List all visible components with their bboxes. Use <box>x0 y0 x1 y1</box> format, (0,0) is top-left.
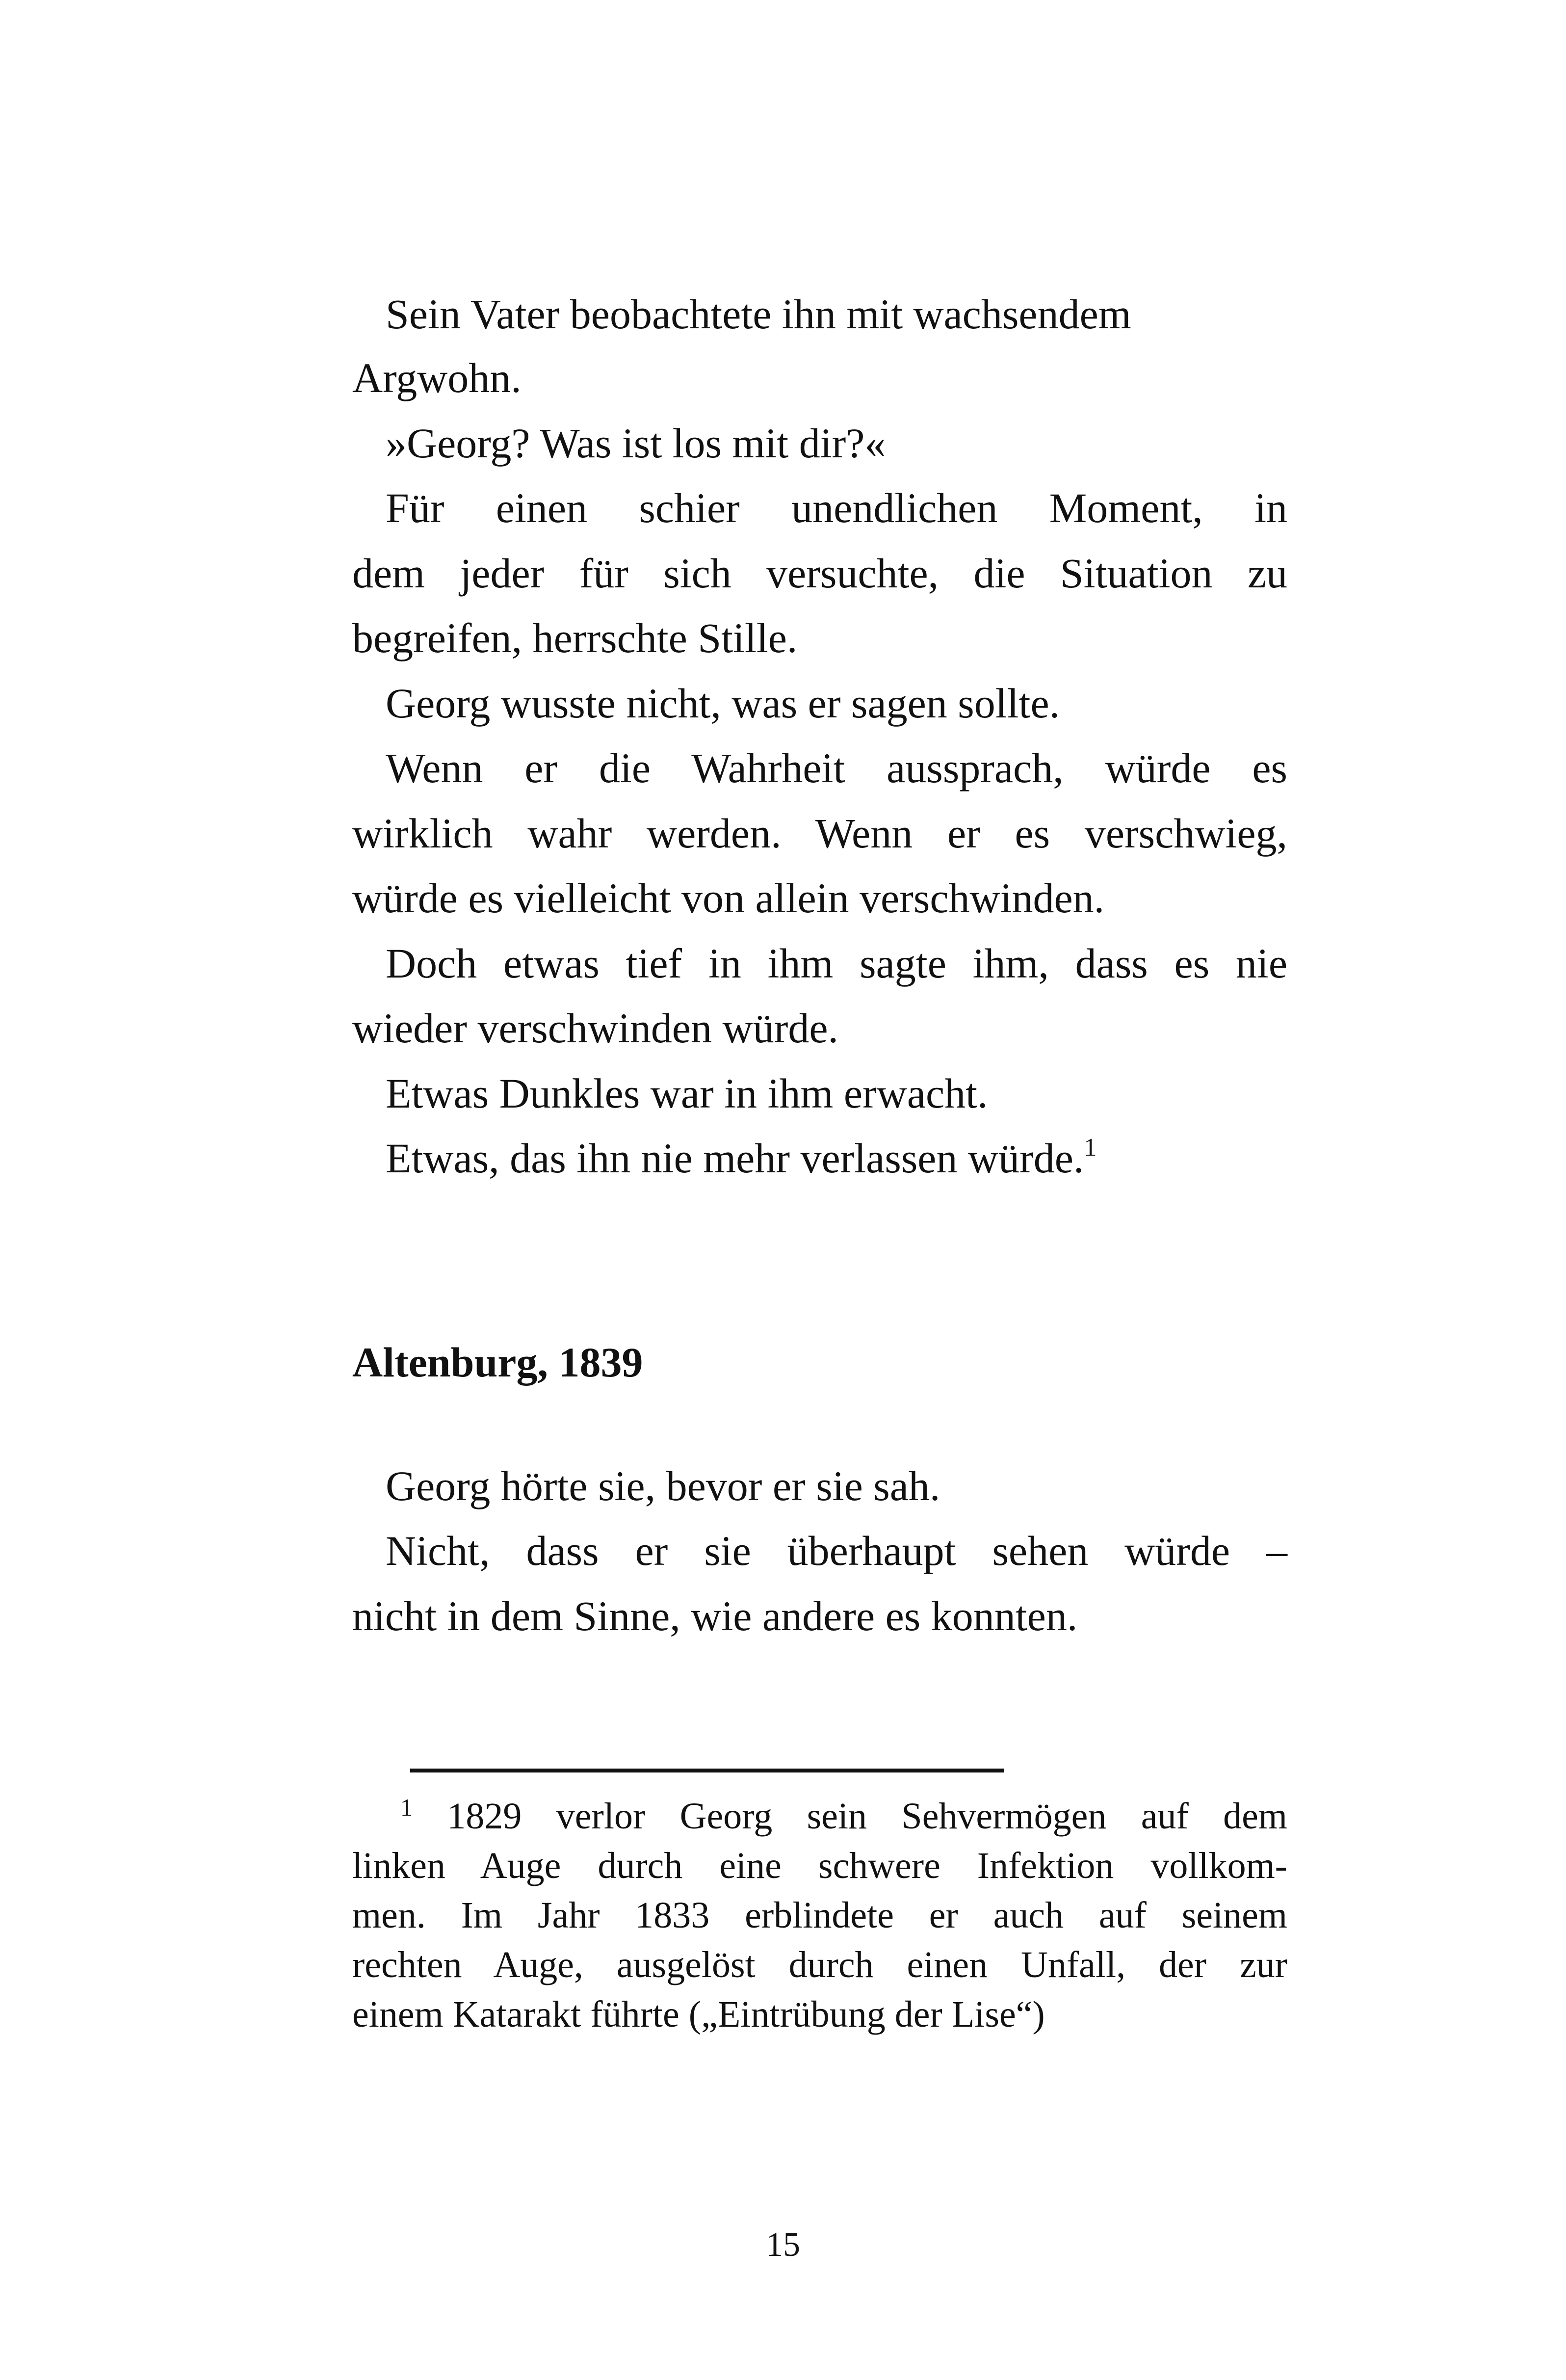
text-line: begreifen, herrschte Stille. <box>352 614 798 661</box>
footnote-separator <box>410 1769 1004 1772</box>
text-line-with-footnote <box>386 1134 1097 1182</box>
text-line: wirklich wahr werden. Wenn er es verschwieg, <box>352 810 1287 857</box>
footnote-line: men. Im Jahr 1833 erblindete er auch auf seinem <box>352 1895 1287 1936</box>
text-line: Argwohn. <box>352 354 522 401</box>
text-line: dem jeder für sich versuchte, die Situation zu <box>352 550 1287 597</box>
footnote-line: rechten Auge, ausgelöst durch einen Unfall, der zur <box>352 1944 1287 1985</box>
section-heading: Altenburg, 1839 <box>352 1339 643 1386</box>
footnote-number: 1 <box>400 1794 413 1821</box>
text-line: Doch etwas tief in ihm sagte ihm, dass es nie <box>386 940 1287 987</box>
text-line: Für einen schier unendlichen Moment, in <box>386 484 1287 531</box>
text-line: wieder verschwinden würde. <box>352 1005 839 1052</box>
footnote-line: linken Auge durch eine schwere Infektion vollkom- <box>352 1845 1287 1886</box>
footnote-line: einem Katarakt führte („Eintrübung der Lise“) <box>352 1994 1045 2035</box>
text-line: Georg wusste nicht, was er sagen sollte. <box>386 680 1060 727</box>
text-line: Georg hörte sie, bevor er sie sah. <box>386 1462 940 1509</box>
text-line: Etwas, das ihn nie mehr verlassen würde. <box>386 1135 1084 1182</box>
text-line: Etwas Dunkles war in ihm erwacht. <box>386 1070 988 1117</box>
text-line: nicht in dem Sinne, wie andere es konnten. <box>352 1592 1078 1640</box>
footnote-reference[interactable]: 1 <box>1084 1134 1097 1162</box>
text-line: Nicht, dass er sie überhaupt sehen würde – <box>386 1527 1287 1574</box>
text-line: Sein Vater beobachtete ihn mit wachsendem <box>386 291 1131 338</box>
page-number: 15 <box>766 2226 800 2264</box>
text-line: Wenn er die Wahrheit aussprach, würde es <box>386 744 1287 792</box>
footnote-line <box>400 1794 1288 1837</box>
text-line: »Georg? Was ist los mit dir?« <box>386 420 886 467</box>
footnote-line-text: 1829 verlor Georg sein Sehvermögen auf dem <box>447 1796 1288 1837</box>
text-line: würde es vielleicht von allein verschwinden. <box>352 874 1105 922</box>
